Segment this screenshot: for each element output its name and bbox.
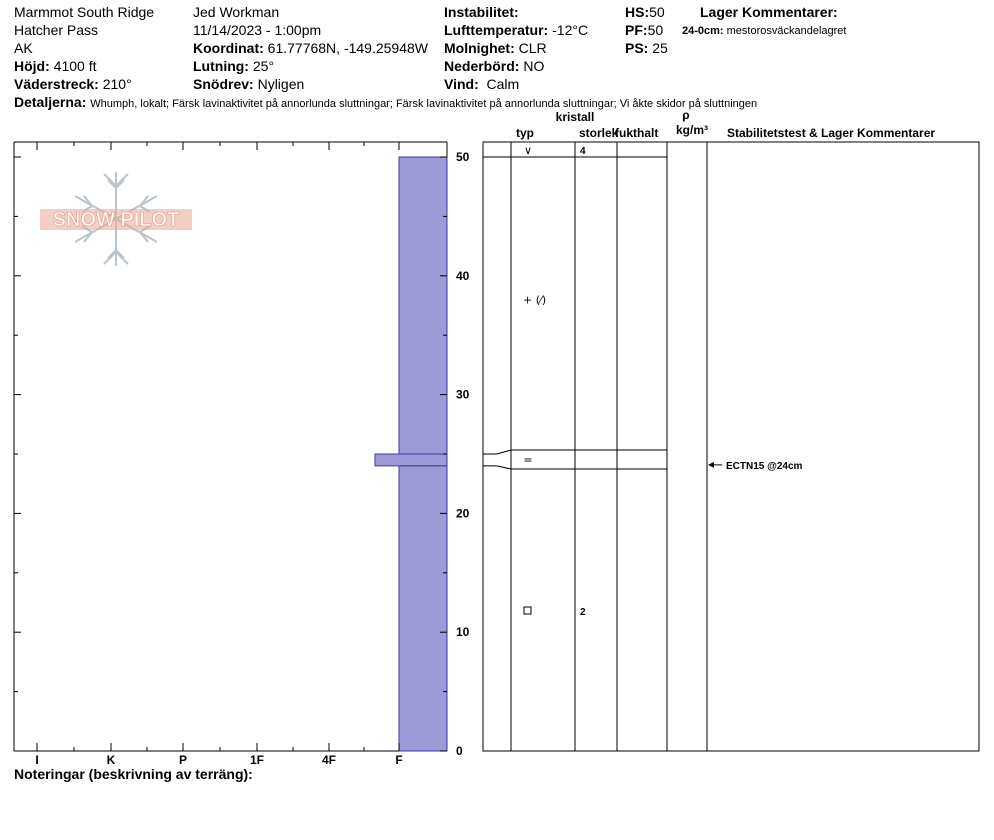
layer-table-frame	[483, 142, 979, 751]
air-temp-label: Lufttemperatur:	[444, 22, 549, 38]
col-header-size: storlek	[579, 126, 619, 140]
aspect-label: Väderstreck:	[14, 76, 99, 92]
col-header-density-unit: kg/m³	[675, 123, 709, 137]
hardness-label-i: I	[35, 753, 39, 767]
aspect-value: 210°	[102, 76, 132, 92]
hardness-bar-1	[399, 157, 447, 454]
snowpilot-logo	[40, 172, 192, 266]
air-temp-value: -12°C	[552, 22, 589, 38]
layer-table	[483, 142, 979, 751]
hs-label: HS:	[625, 4, 650, 20]
grain-symbol-1: ∨	[523, 144, 533, 157]
grain-size-1: 4	[580, 146, 586, 157]
col-header-stability: Stabilitetstest & Lager Kommentarer	[727, 126, 936, 140]
layer-comments-label: Lager Kommentarer:	[700, 4, 838, 20]
slope-value: 25°	[252, 58, 275, 74]
wind-label: Vind:	[444, 76, 479, 92]
ps-label: PS:	[625, 40, 649, 56]
pf-value: 50	[647, 22, 664, 38]
hs-value: 50	[649, 4, 665, 20]
sky-value: CLR	[518, 40, 547, 56]
details-label: Detaljerna:	[14, 94, 87, 110]
hardness-bars	[375, 157, 447, 751]
depth-label-50: 50	[456, 150, 470, 164]
wind-loading-label: Snödrev:	[193, 76, 254, 92]
observer-name: Jed Workman	[193, 4, 280, 20]
wind-loading-value: Nyligen	[257, 76, 305, 92]
layer-comment-text: mestorosväckandelagret	[726, 25, 847, 37]
stability-label: Instabilitet:	[444, 4, 519, 20]
notes-label: Noteringar (beskrivning av terräng):	[14, 766, 253, 782]
col-header-rho: ρ	[682, 108, 690, 122]
grain-size-3: 2	[580, 607, 586, 618]
slope-label: Lutning:	[193, 58, 249, 74]
details-text: Whumph, lokalt; Färsk lavinaktivitet på annorlunda sluttningar; Färsk lavinaktivitet på annorlunda sluttningar; Vi åkte skidor på sluttningen	[90, 98, 758, 110]
precip-value: NO	[523, 58, 545, 74]
hardness-label-1f: 1F	[249, 753, 265, 767]
col-header-type: typ	[516, 126, 534, 140]
hardness-label-4f: 4F	[321, 753, 337, 767]
depth-label-40: 40	[456, 268, 470, 283]
grain-icon-3	[524, 607, 531, 614]
precip-label: Nederbörd:	[444, 58, 520, 74]
layer-comment-depth: 24-0cm:	[682, 25, 724, 37]
stability-tests	[708, 461, 803, 472]
col-header-crystal: kristall	[555, 110, 595, 124]
hardness-bar-2	[375, 454, 447, 466]
grain-symbol-2: =	[523, 453, 533, 467]
elevation-label: Höjd:	[14, 58, 50, 74]
wind-value: Calm	[486, 76, 520, 92]
hardness-label-k: K	[106, 753, 116, 767]
obs-datetime: 11/14/2023 - 1:00pm	[193, 22, 322, 38]
depth-label-10: 10	[456, 625, 470, 640]
layer-connector-24	[483, 466, 511, 469]
state-name: AK	[14, 40, 33, 56]
coord-value: 61.77768N, -149.25948W	[267, 40, 428, 56]
hardness-label-f: F	[395, 753, 403, 767]
hardness-ticks	[35, 142, 402, 767]
stability-test-label-1: ECTN15 @24cm	[726, 460, 803, 472]
hardness-bar-3	[399, 466, 447, 751]
coord-label: Koordinat:	[193, 40, 264, 56]
logo-text: SNOW PILOT	[52, 209, 180, 231]
depth-label-0: 0	[456, 744, 463, 758]
ps-value: 25	[652, 40, 668, 56]
location-name: Marmmot South Ridge	[14, 4, 155, 20]
area-name: Hatcher Pass	[14, 22, 99, 38]
depth-label-30: 30	[456, 387, 470, 402]
layer-connector-25	[483, 450, 511, 454]
hardness-label-p: P	[178, 753, 188, 767]
depth-label-20: 20	[456, 506, 470, 521]
pf-label: PF:	[625, 22, 648, 38]
col-header-moisture: fukthalt	[615, 126, 659, 140]
sky-label: Molnighet:	[444, 40, 515, 56]
hardness-plot	[14, 142, 447, 751]
stability-arrowhead-1	[708, 462, 714, 468]
elevation-value: 4100 ft	[53, 58, 97, 74]
grain-symbol-extra: + (⁄)	[523, 293, 547, 307]
